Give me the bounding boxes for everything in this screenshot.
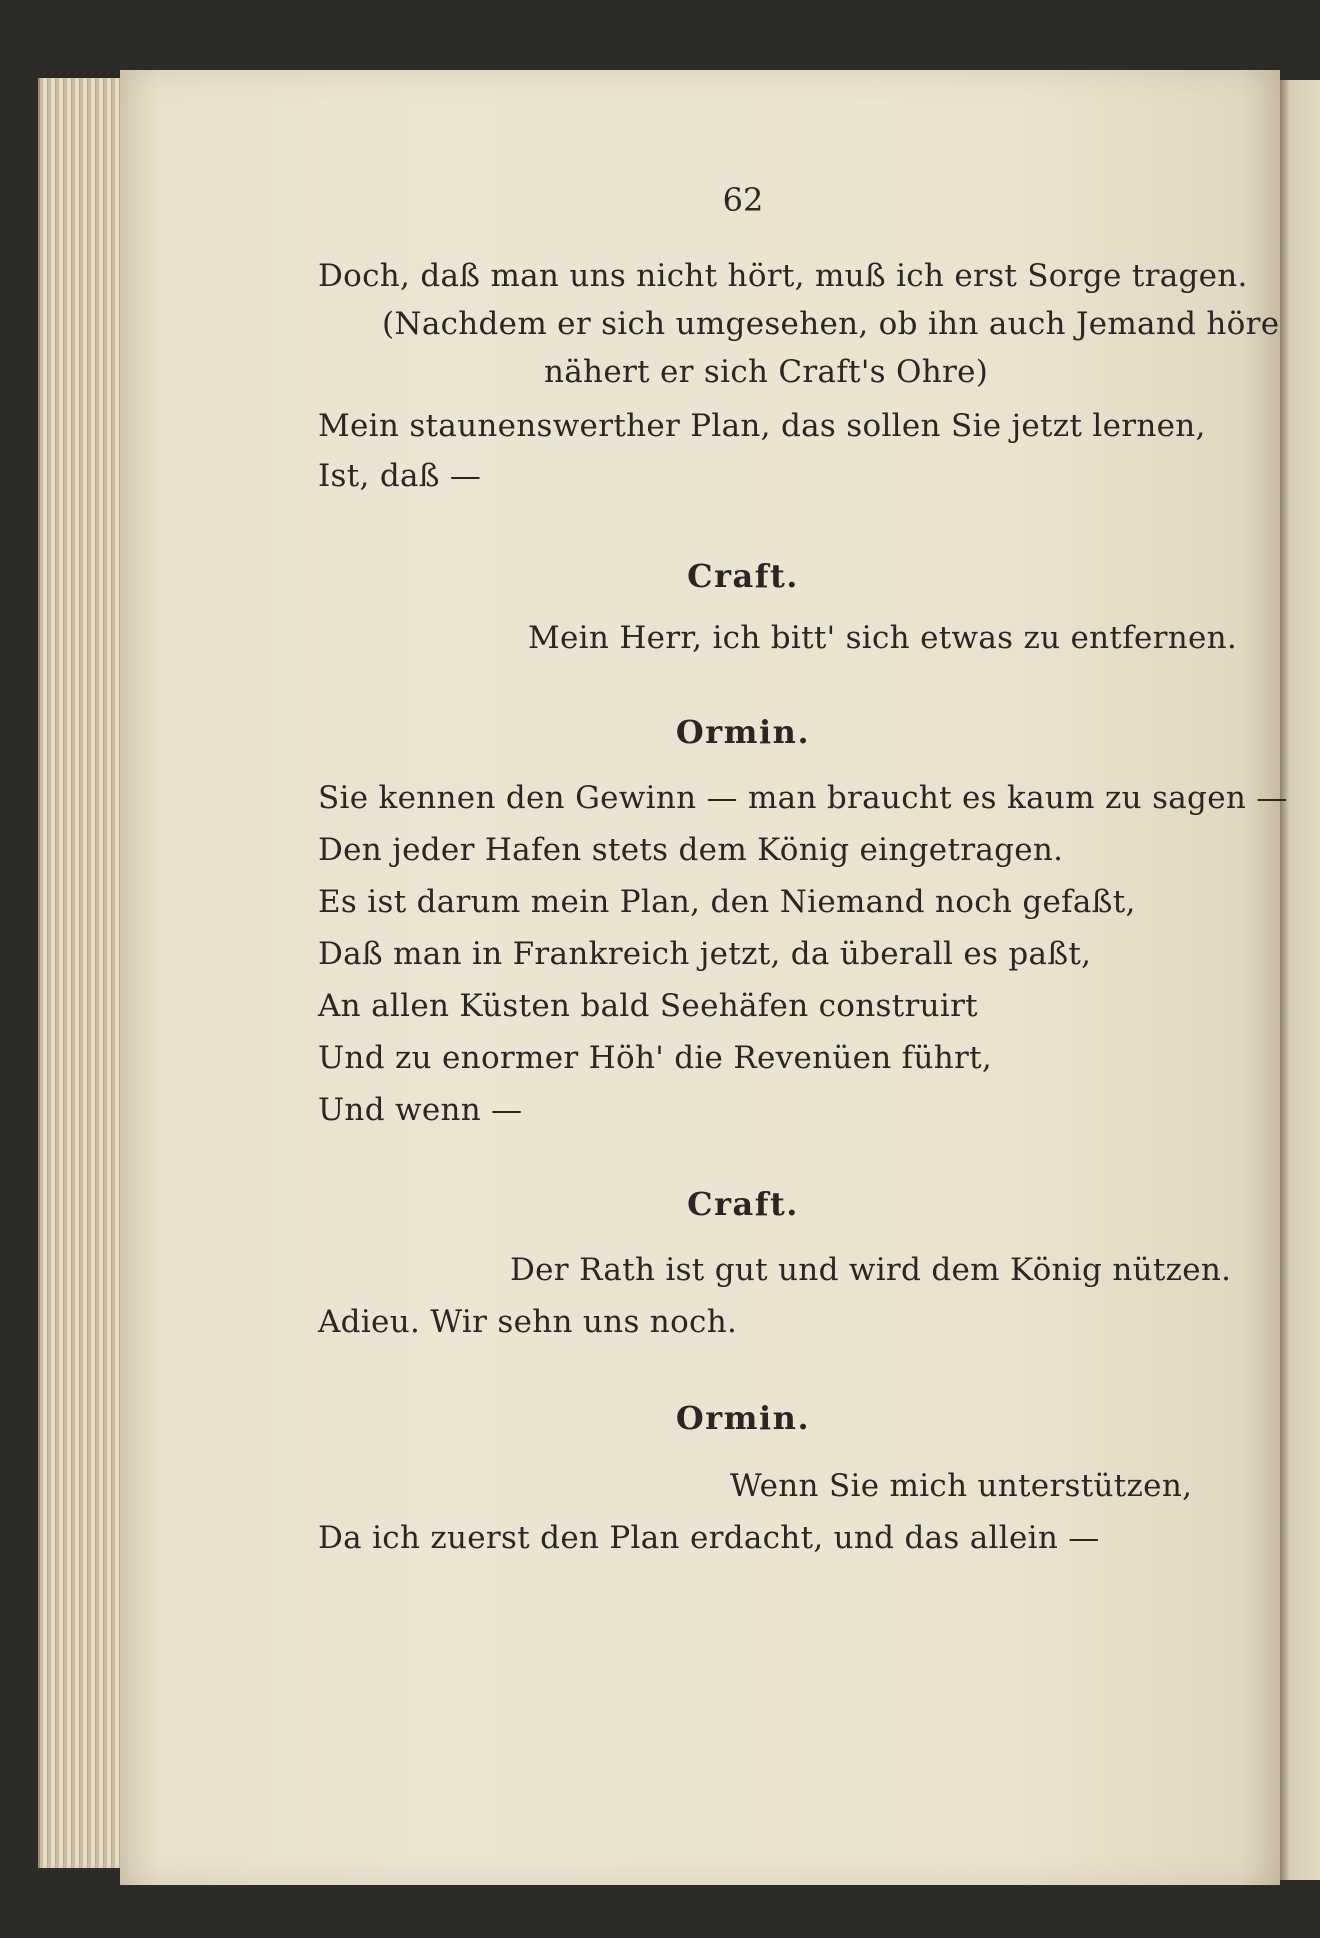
verse-line: Ist, daß — <box>318 458 482 494</box>
speaker-name: Ormin. <box>675 1399 811 1437</box>
verse-line: Adieu. Wir sehn uns noch. <box>318 1304 738 1340</box>
facing-page-edge <box>1280 80 1320 1880</box>
verse-line: Und wenn — <box>318 1092 523 1128</box>
verse-line: Da ich zuerst den Plan erdacht, und das allein — <box>318 1520 1100 1556</box>
page-number: 62 <box>722 181 764 219</box>
verse-line: Und zu enormer Höh' die Revenüen führt, <box>318 1040 993 1076</box>
verse-line: Sie kennen den Gewinn — man braucht es kaum zu sagen — <box>318 780 1288 816</box>
speaker-name: Ormin. <box>675 713 811 751</box>
verse-line: Den jeder Hafen stets dem König eingetragen. <box>318 832 1064 868</box>
stage-direction: nähert er sich Craft's Ohre) <box>544 354 989 390</box>
verse-line: Es ist darum mein Plan, den Niemand noch gefaßt, <box>318 884 1136 920</box>
verse-line: Der Rath ist gut und wird dem König nützen. <box>510 1252 1232 1288</box>
verse-line: Mein staunenswerther Plan, das sollen Sie jetzt lernen, <box>318 408 1206 444</box>
speaker-name: Craft. <box>687 557 799 595</box>
speaker-name: Craft. <box>687 1185 799 1223</box>
stage-direction: (Nachdem er sich umgesehen, ob ihn auch Jemand höre <box>382 306 1280 342</box>
verse-line: Doch, daß man uns nicht hört, muß ich erst Sorge tragen. <box>318 258 1248 294</box>
verse-line: Daß man in Frankreich jetzt, da überall es paßt, <box>318 936 1092 972</box>
verse-line: Wenn Sie mich unterstützen, <box>730 1468 1193 1504</box>
verse-line: Mein Herr, ich bitt' sich etwas zu entfernen. <box>528 620 1238 656</box>
verse-line: An allen Küsten bald Seehäfen construirt <box>318 988 978 1024</box>
